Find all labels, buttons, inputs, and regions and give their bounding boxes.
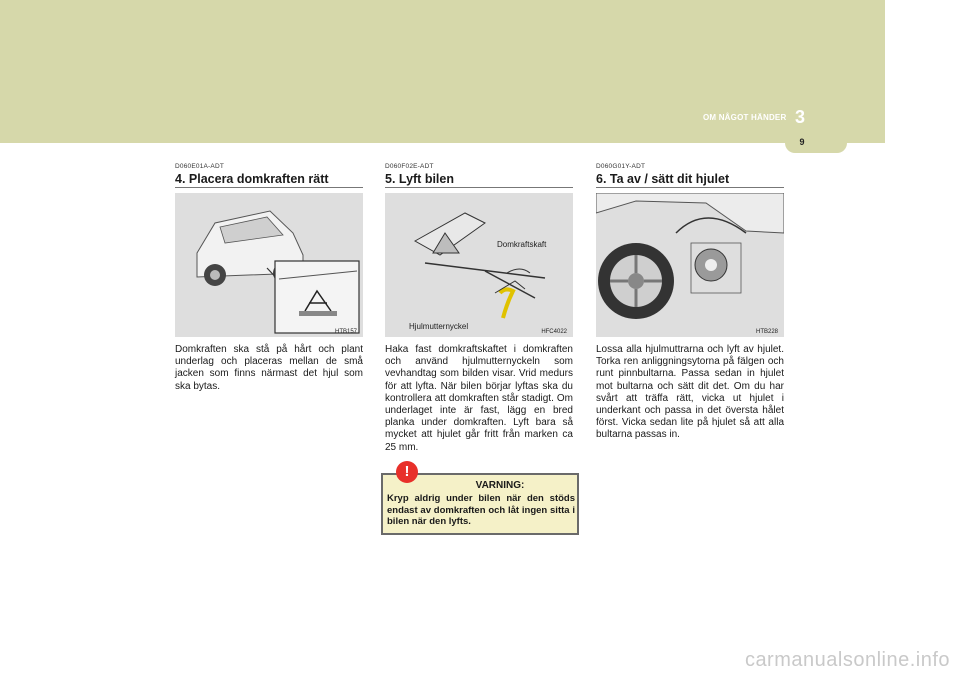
chapter-label: OM NÅGOT HÄNDER [703,113,787,122]
section-jack-placement [175,163,363,393]
warning-text: Kryp aldrig under bilen när den stöds endast av domkraften och låt ingen sitta i bilen när den lyfts. [387,493,575,527]
section-body: Domkraften ska stå på hårt och plant underlag och placeras mellan de små jacken som finns närmast det hjul som ska bytas. [175,344,363,392]
section-body: Lossa alla hjulmuttrarna och lyft av hjulet. Torka ren anliggningsytorna på fälgen och runt pinnbultarna. Passa sedan in hjulet mot bultarna och sätt dit det. Om du har svårt att träffa rätt, vicka ut hjulet i underkant och passa in det översta hålet först. Vicka sedan lite på hjulet så att alla bultarna passas in. [596,344,784,441]
section-body: Haka fast domkraftskaftet i domkraften och använd hjulmutternyckeln som vevhandtag som bilden visar. Vrid medurs för att lyfta. När bilen börjar lyftas ska du kontrollera att domkraften står stadigt. Om underlaget inte är fast, lägg en bred planka under domkraften. Lyft bara så mycket att hjulet går fritt från marken ca 25 mm. [385,344,573,453]
title-rule [175,187,363,188]
section-lift-car [385,163,573,454]
section-title: 4. Placera domkraften rätt [175,172,329,186]
car-jack-illustration [175,193,363,337]
watermark: carmanualsonline.info [744,649,950,671]
figure-code: HTB157 [334,329,357,335]
title-rule [385,187,573,188]
figure-code: HFC4022 [541,329,567,335]
section-code: D060G01Y-ADT [596,163,646,170]
chapter-number: 3 [795,107,806,127]
section-title: 6. Ta av / sätt dit hjulet [596,172,730,186]
warning-icon: ! [396,461,418,483]
warning-title: VARNING: [475,480,525,491]
section-code: D060F02E-ADT [385,163,434,170]
figure-label-wrench: Hjulmutternyckel [409,322,469,331]
figure-label-jack-handle: Domkraftskaft [497,240,547,249]
section-code: D060E01A-ADT [175,163,225,170]
figure-code: HTB228 [755,329,778,335]
title-rule [596,187,784,188]
section-title: 5. Lyft bilen [385,172,454,186]
section-change-wheel [596,163,784,442]
page-number: 9 [799,137,805,147]
wheel-removal-illustration [596,193,784,337]
jack-handle-illustration [385,193,573,337]
